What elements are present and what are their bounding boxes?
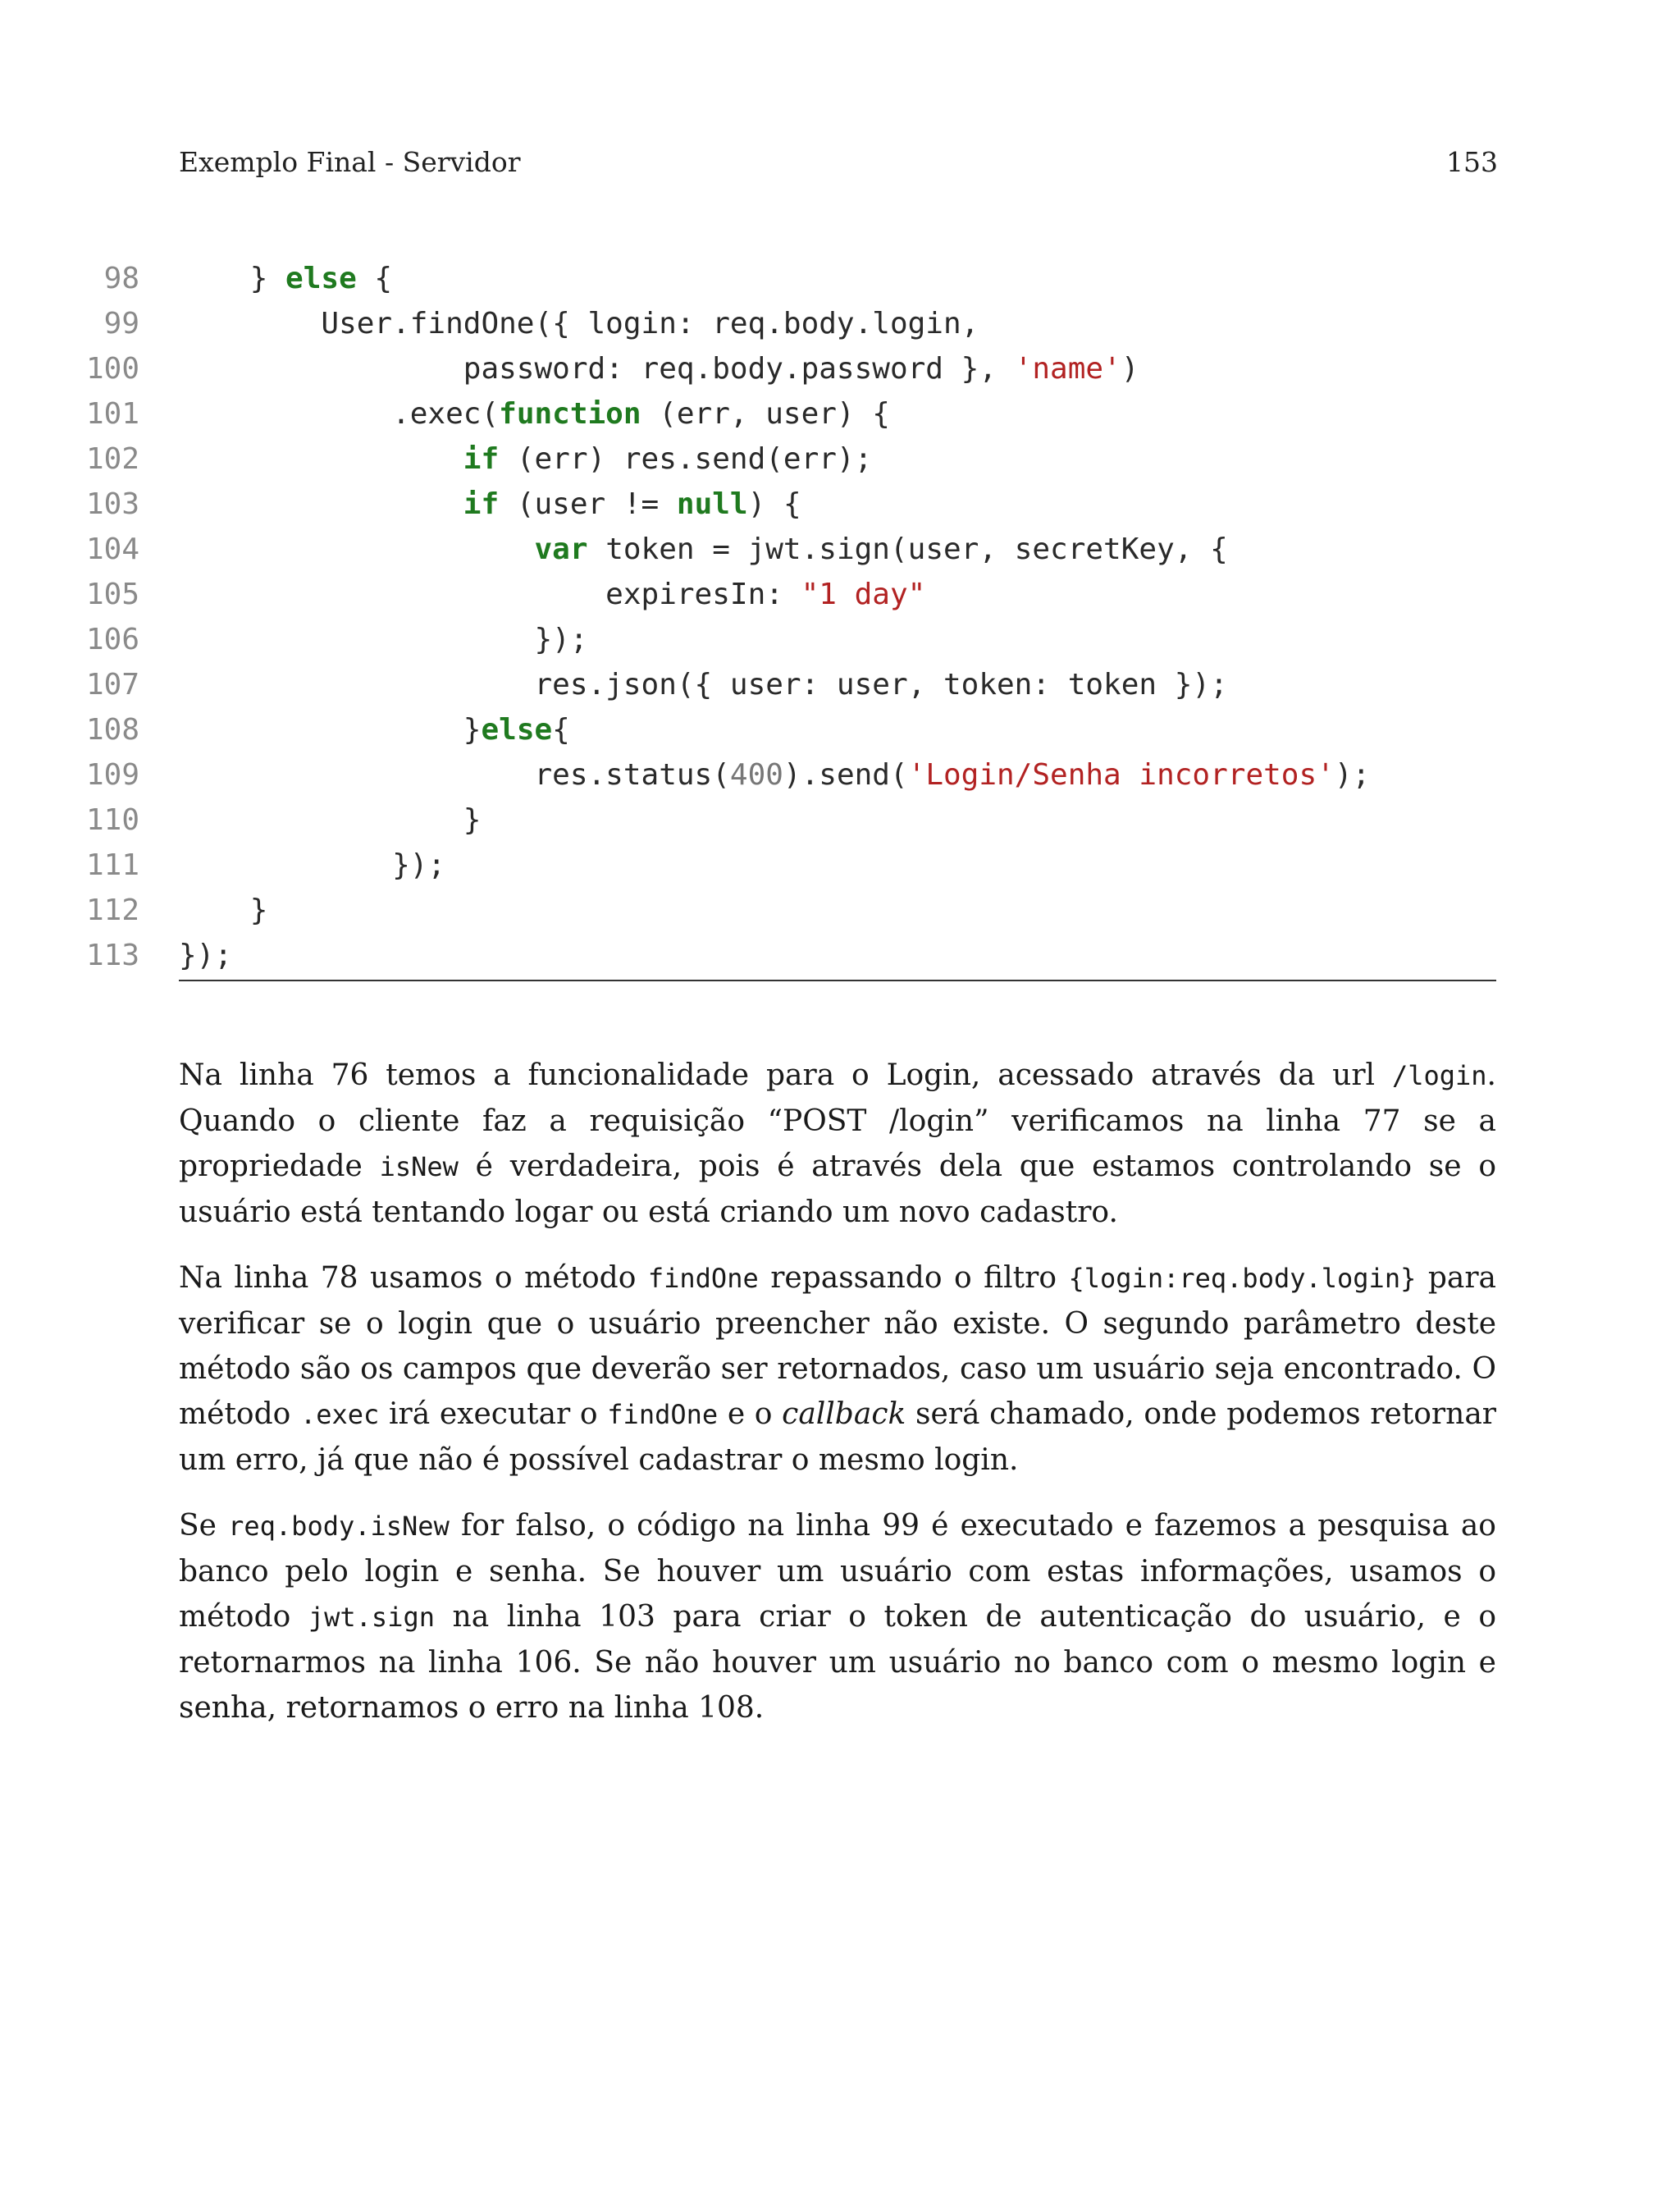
inline-code: jwt.sign: [308, 1602, 435, 1633]
code-segment: [179, 442, 463, 476]
code-segment: });: [179, 848, 446, 882]
inline-code: findOne: [607, 1399, 719, 1430]
inline-code: req.body.isNew: [228, 1511, 450, 1542]
inline-code: isNew: [379, 1151, 459, 1182]
paragraph-2: Na linha 78 usamos o método findOne repassando o filtro {login:req.body.login} para verificar se o login que o usuário preencher não existe. O segundo parâmetro deste método são os campos que deverão ser retornados, caso um usuário seja encontrado. O método .exec irá executar o findOne e o callback será chamado, onde podemos retornar um erro, já que não é possível cadastrar o mesmo login.: [179, 1261, 1496, 1477]
code-segment: }: [179, 894, 268, 927]
code-kw: function: [499, 397, 641, 431]
inline-code: /login: [1391, 1060, 1487, 1091]
code-segment: expiresIn:: [179, 578, 801, 611]
code-segment: ) {: [747, 487, 801, 521]
code-str: "1 day": [801, 578, 926, 611]
inline-code: findOne: [647, 1263, 759, 1294]
code-segment: ).send(: [783, 758, 908, 792]
code-line: [0, 752, 1680, 798]
code-line: [0, 707, 1680, 752]
line-number: 99: [103, 307, 139, 341]
code-segment: (err) res.send(err);: [499, 442, 873, 476]
line-number: 104: [85, 533, 139, 566]
line-number: 113: [85, 939, 139, 972]
code-line: [0, 617, 1680, 662]
code-segment: password: req.body.password },: [179, 352, 1015, 386]
code-text: [179, 707, 570, 752]
code-segment: res.status(: [179, 758, 730, 792]
code-line: [0, 662, 1680, 707]
line-number: 105: [85, 578, 139, 611]
code-text: [179, 346, 1139, 391]
code-segment: });: [179, 623, 588, 656]
line-number: 109: [85, 758, 139, 792]
code-segment: }: [179, 713, 482, 747]
line-number: 107: [85, 668, 139, 702]
code-segment: [179, 487, 463, 521]
code-segment: {: [356, 262, 393, 295]
line-number: 101: [85, 397, 139, 431]
code-kw: if: [463, 442, 500, 476]
code-segment: [179, 533, 534, 566]
code-segment: token = jwt.sign(user, secretKey, {: [587, 533, 1228, 566]
emphasis: callback: [782, 1397, 906, 1431]
code-line: [0, 798, 1680, 843]
code-line: [0, 933, 1680, 978]
body-text: [179, 1053, 1496, 1751]
paragraph-1: Na linha 76 temos a funcionalidade para o Login, acessado através da url /login. Quando o cliente faz a requisição “POST /login” verificamos na linha 77 se a propriedade isNew é verdadeira, pois é através dela que estamos controlando se o usuário está tentando logar ou está criando um novo cadastro.: [179, 1058, 1496, 1229]
page-header: [179, 146, 1498, 178]
code-kw: else: [481, 713, 553, 747]
code-kw: null: [676, 487, 748, 521]
paragraph-3: Se req.body.isNew for falso, o código na linha 99 é executado e fazemos a pesquisa ao banco pelo login e senha. Se houver um usuário com estas informações, usamos o método jwt.sign na linha 103 para criar o token de autenticação do usuário, e o retornarmos na linha 106. Se não houver um usuário no banco com o mesmo login e senha, retornamos o erro na linha 108.: [179, 1509, 1496, 1725]
inline-code: {login:req.body.login}: [1068, 1263, 1417, 1294]
code-text: [179, 933, 232, 978]
line-number: 102: [85, 442, 139, 476]
code-kw: var: [534, 533, 588, 566]
line-number: 98: [103, 262, 139, 295]
code-kw: if: [463, 487, 500, 521]
code-segment: }: [179, 262, 286, 295]
line-number: 110: [85, 803, 139, 837]
code-text: [179, 482, 801, 527]
code-segment: User.findOne({ login: req.body.login,: [179, 307, 979, 341]
code-line: [0, 843, 1680, 888]
code-num: 400: [729, 758, 783, 792]
code-line: [0, 346, 1680, 391]
code-text: [179, 888, 267, 933]
code-text: [179, 301, 979, 346]
code-kw: else: [285, 262, 357, 295]
line-number: 111: [85, 848, 139, 882]
code-line: [0, 437, 1680, 482]
code-segment: });: [179, 939, 233, 972]
code-line: [0, 888, 1680, 933]
code-line: [0, 527, 1680, 572]
code-str: 'Login/Senha incorretos': [907, 758, 1335, 792]
code-text: [179, 662, 1228, 707]
code-line: [0, 482, 1680, 527]
code-segment: .exec(: [179, 397, 500, 431]
code-str: 'name': [1014, 352, 1121, 386]
line-number: 106: [85, 623, 139, 656]
code-text: [179, 437, 872, 482]
code-line: [0, 391, 1680, 437]
code-line: [0, 301, 1680, 346]
code-segment: (user !=: [499, 487, 677, 521]
code-block: [0, 256, 1680, 978]
code-segment: );: [1334, 758, 1371, 792]
code-line: [0, 256, 1680, 301]
code-segment: {: [552, 713, 570, 747]
code-text: [179, 572, 925, 617]
line-number: 112: [85, 894, 139, 927]
code-segment: ): [1121, 352, 1139, 386]
line-number: 108: [85, 713, 139, 747]
inline-code: .exec: [299, 1399, 380, 1430]
code-segment: }: [179, 803, 482, 837]
code-text: [179, 256, 392, 301]
code-segment: (err, user) {: [641, 397, 890, 431]
code-text: [179, 752, 1370, 798]
line-number: 100: [85, 352, 139, 386]
code-text: [179, 843, 445, 888]
code-segment: res.json({ user: user, token: token });: [179, 668, 1228, 702]
code-text: [179, 391, 890, 437]
code-line: [0, 572, 1680, 617]
line-number: 103: [85, 487, 139, 521]
code-divider: [179, 980, 1496, 981]
section-title: Exemplo Final - Servidor: [179, 146, 521, 178]
code-text: [179, 527, 1228, 572]
code-text: [179, 798, 481, 843]
code-text: [179, 617, 588, 662]
page-number: 153: [1446, 146, 1498, 178]
